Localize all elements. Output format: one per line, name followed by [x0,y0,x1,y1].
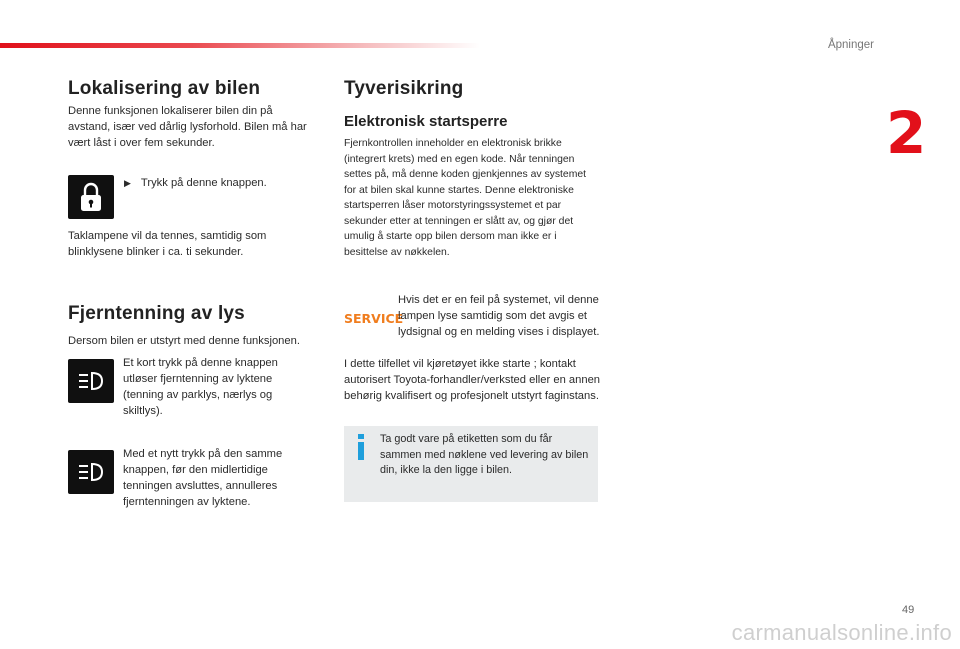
info-icon [354,434,368,460]
immobiliser-body: Fjernkontrollen inneholder en elektronisk brikke (integrert krets) med en egen kode. Når tenningen settes på, må denne koden gjenkjennes av systemet for at bilen skal kunne startes. Denne elektroniske startsperren låser motorstyringssystemet et par sekunder etter at tenningen er slått av, og gjør det umulig å starte opp bilen dersom man ikke er i besittelse av nøkkelen. [344,138,587,258]
locate-title: Lokalisering av bilen [68,78,261,99]
bullet-arrow-icon: ▶ [124,179,131,189]
fault-text: Hvis det er en feil på systemet, vil denne lampen lyse samtidig som det avgis et lydsignal og en melding vises i displayet. [398,294,600,338]
remote-lights-title: Fjerntenning av lys [68,303,245,324]
chapter-number: 2 [886,99,927,167]
remote-lights-step2: Med et nytt trykk på den samme knappen, før den midlertidige tenningen avsluttes, annulleres fjerntenningen av lyktene. [123,448,283,508]
lock-button-icon [68,175,114,219]
service-warning-icon [343,310,404,331]
service-label: SERVICE [344,311,404,326]
headlight-button-icon [68,359,114,403]
section-name: Åpninger [827,39,874,51]
info-note-box [344,426,598,502]
locate-bullet [124,175,314,192]
remote-lights-step1: Et kort trykk på denne knappen utløser fjerntenning av lyktene (tenning av parklys, nærlys og skiltlys). [123,357,278,417]
locate-intro: Denne funksjonen lokaliserer bilen din på avstand, især ved dårlig lysforhold. Bilen må har vært låst i over fem sekunder. [68,105,307,149]
fault-action: I dette tilfellet vil kjøretøyet ikke starte ; kontakt autorisert Toyota-forhandler/verksted eller en annen behørig kvalifisert og profesjonelt utstyrt faginstans. [344,358,601,402]
page-number: 49 [902,604,915,616]
info-note-text: Ta godt vare på etiketten som du får sammen med nøklene ved levering av bilen din, ikke la den ligge i bilen. [380,433,589,476]
header-accent-bar [0,43,480,48]
antitheft-title: Tyverisikring [344,78,464,99]
locate-result: Taklampene vil da tennes, samtidig som blinklysene blinker i ca. ti sekunder. [68,230,267,258]
headlight-button-icon-2 [68,450,114,494]
immobiliser-subtitle: Elektronisk startsperre [344,113,508,130]
watermark: carmanualsonline.info [731,620,952,645]
remote-lights-intro: Dersom bilen er utstyrt med denne funksjonen. [68,335,300,347]
locate-bullet-text: Trykk på denne knappen. [140,177,267,189]
